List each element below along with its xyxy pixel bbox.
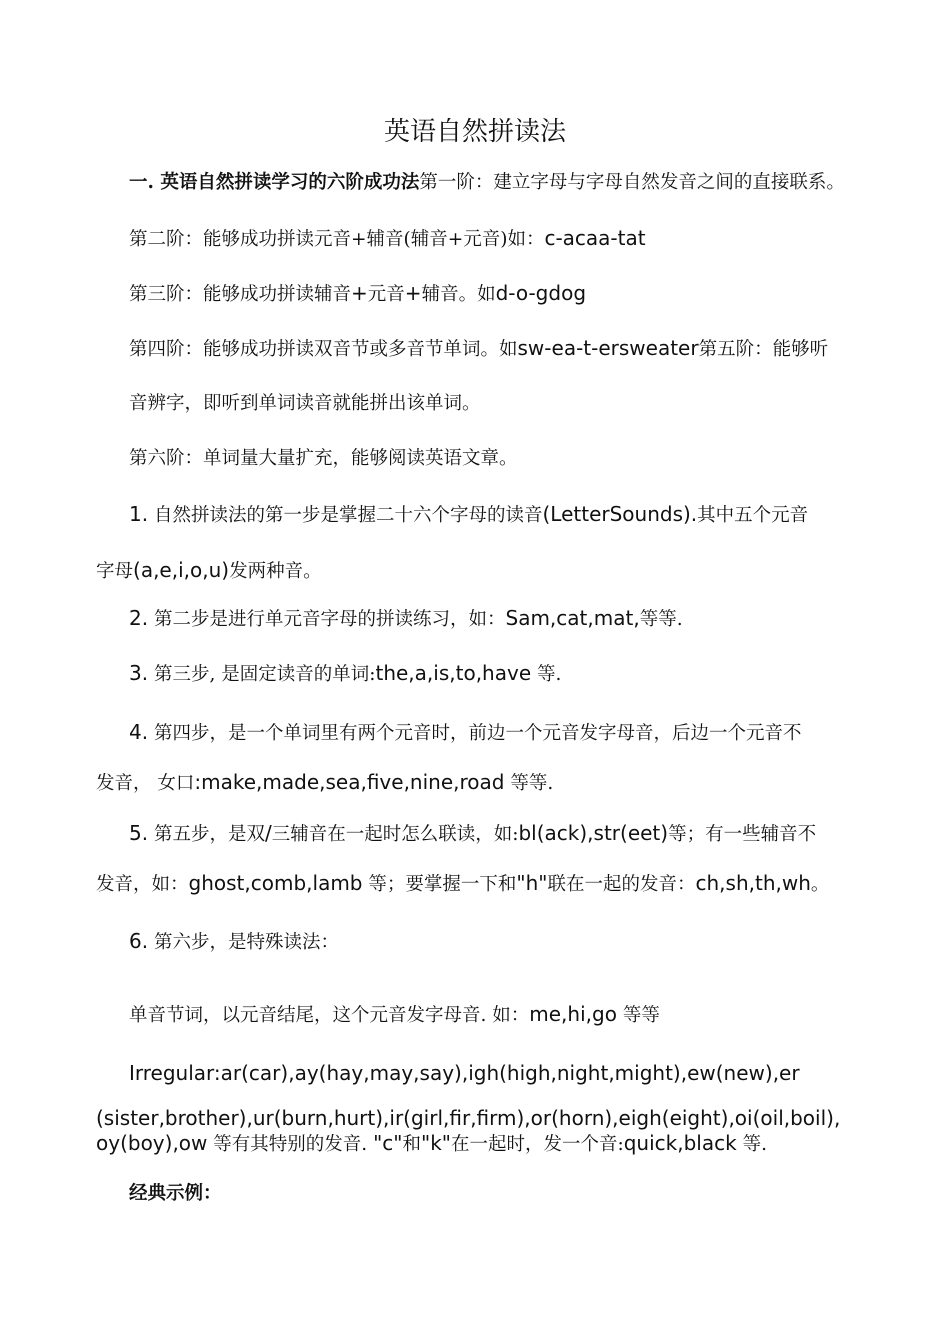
- single-text: 单音节词，以元音结尾，这个元音发字母音. 如：: [129, 1005, 530, 1026]
- step5-slash: /: [265, 821, 272, 845]
- step6-line: [129, 929, 339, 955]
- irregular-line3: [96, 1131, 767, 1157]
- section-heading: 一. 英语自然拼读学习的六阶成功法: [129, 172, 420, 193]
- step4-line: [129, 720, 802, 746]
- stage5-start: 第五阶：能够听: [698, 339, 829, 360]
- irregular-k-quote: "k": [421, 1131, 451, 1155]
- step4-examples: :make,made,sea,five,nine,road: [194, 770, 505, 794]
- irregular-line3-a: oy(boy),ow: [96, 1131, 208, 1155]
- irregular-c-quote: "c": [373, 1131, 403, 1155]
- stage3-plus-1: +: [351, 281, 368, 305]
- step5-line2-c: 等；要掌握一下和: [368, 874, 517, 895]
- step6-number: 6.: [129, 929, 149, 953]
- stage6-line: [129, 447, 518, 471]
- step1-line2: [96, 558, 322, 584]
- stage1-text: 第一阶：建立字母与字母自然发音之间的直接联系。: [419, 172, 845, 193]
- irregular-line3-b: 等有其特别的发音.: [213, 1134, 368, 1155]
- step2-line: [129, 606, 683, 632]
- step4-number: 4.: [129, 720, 149, 744]
- single-example: me,hi,go: [529, 1002, 617, 1026]
- step4-line2-c: 等等.: [510, 773, 554, 794]
- intro-line: [129, 171, 845, 195]
- single-end: 等等: [622, 1005, 660, 1026]
- irregular-line2: (sister,brother),ur(burn,hurt),ir(girl,fir,firm),or(horn),eigh(eight),oi(oil,boil),: [96, 1106, 841, 1130]
- stage4-line: [129, 336, 828, 362]
- step5-h-quote: "h": [516, 871, 548, 895]
- single-syllable-line: [129, 1002, 660, 1028]
- step5-line2-e: 联在一起的发音：: [547, 874, 696, 895]
- step3-example: the,a,is,to,have: [375, 661, 532, 685]
- step2-number: 2.: [129, 606, 149, 630]
- stage2-line: [129, 226, 646, 252]
- stage6-text: 第六阶：单词量大量扩充，能够阅读英语文章。: [129, 448, 518, 469]
- step3-number: 3.: [129, 661, 149, 685]
- page-title: 英语自然拼读法: [383, 117, 566, 147]
- stage3-mid: 元音: [367, 284, 405, 305]
- irregular-line3-h: 等.: [742, 1134, 767, 1155]
- stage3-end: 辅音。如: [421, 284, 496, 305]
- step5-text-c: 等；有一些辅音不: [668, 824, 817, 845]
- step6-text: 第六步，是特殊读法：: [153, 932, 339, 953]
- step1-term: (LetterSounds).: [542, 502, 698, 526]
- step2-example: Sam,cat,mat,: [505, 606, 640, 630]
- step5-text-a: 第五步，是双: [153, 824, 265, 845]
- step5-line2-g: 。: [810, 874, 830, 895]
- step5-silent-examples: ghost,comb,lamb: [188, 871, 363, 895]
- step1-line2-c: 发两种音。: [229, 561, 322, 582]
- step1-text2: 其中五个元音: [697, 505, 809, 526]
- step1-text: 自然拼读法的第一步是掌握二十六个字母的读音: [153, 505, 543, 526]
- step1-vowels: (a,e,i,o,u): [133, 558, 230, 582]
- stage3-text: 第三阶：能够成功拼读辅音: [129, 284, 352, 305]
- irregular-line3-d: 和: [402, 1134, 421, 1155]
- stage3-line: [129, 281, 586, 307]
- step5-example: bl(ack),str(eet): [518, 821, 669, 845]
- step3-line: [129, 661, 561, 687]
- step1-line: [129, 502, 808, 528]
- irregular-line3-f: 在一起时，发一个音:: [450, 1134, 624, 1155]
- step5-h-examples: ch,sh,th,wh: [695, 871, 811, 895]
- stage5-line: [129, 392, 481, 416]
- step2-text: 第二步是进行单元音字母的拼读练习，如：: [153, 609, 506, 630]
- stage2-example: c-acaa-tat: [544, 226, 646, 250]
- stage4-example: sw-ea-t-ersweater: [517, 336, 699, 360]
- step5-number: 5.: [129, 821, 149, 845]
- step5-line: [129, 821, 816, 847]
- irregular-ck-examples: quick,black: [623, 1131, 737, 1155]
- irregular-line1: Irregular:ar(car),ay(hay,may,say),igh(high,night,might),ew(new),er: [129, 1061, 800, 1085]
- stage2-text: 第二阶：能够成功拼读元音+辅音(辅音+元音)如：: [129, 229, 545, 250]
- step3-end: 等.: [537, 664, 562, 685]
- stage3-plus-2: +: [404, 281, 422, 305]
- examples-heading: 经典示例：: [129, 1183, 222, 1204]
- step4-line2: [96, 770, 553, 796]
- step4-text: 第四步，是一个单词里有两个元音时，前边一个元音发字母音，后边一个元音不: [153, 723, 802, 744]
- stage3-example: d-o-gdog: [495, 281, 587, 305]
- step3-text: 第三步, 是固定读音的单词:: [153, 664, 376, 685]
- step1-number: 1.: [129, 502, 149, 526]
- stage5-cont: 音辨字，即听到单词读音就能拼出该单词。: [129, 393, 481, 414]
- step2-end: 等等.: [639, 609, 683, 630]
- stage4-text: 第四阶：能够成功拼读双音节或多音节单词。如: [129, 339, 518, 360]
- step5-line2: [96, 871, 829, 897]
- step5-line2-a: 发音，如：: [96, 874, 189, 895]
- step4-line2-a: 发音， 女口: [96, 773, 195, 794]
- step1-line2-a: 字母: [96, 561, 134, 582]
- step5-text-b: 三辅音在一起时怎么联读，如:: [271, 824, 519, 845]
